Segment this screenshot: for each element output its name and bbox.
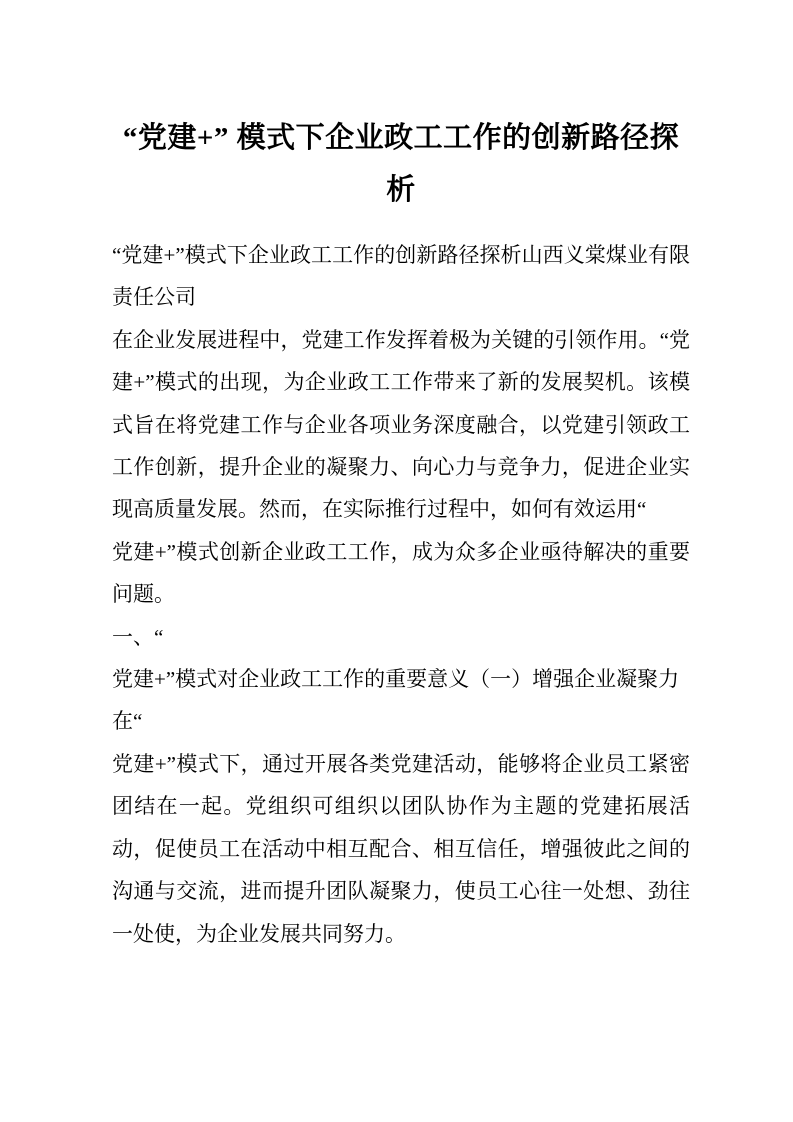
paragraph: 党建+”模式创新企业政工工作，成为众多企业亟待解决的重要问题。 [112, 539, 690, 607]
paragraph: 党建+”模式对企业政工工作的重要意义（一）增强企业凝聚力 [112, 667, 680, 692]
paragraph: “党建+”模式下企业政工工作的创新路径探析山西义棠煤业有限责任公司 [112, 243, 690, 310]
paragraph: 在企业发展进程中，党建工作发挥着极为关键的引领作用。“党建+”模式的出现，为企业政工工作带来了新的发展契机。该模式旨在将党建工作与企业各项业务深度融合，以党建引领政工工作创新，提升企业的凝聚力、向心力与竞争力，促进企业实现高质量发展。然而，在实际推行过程中，如何有效运用“ [112, 327, 690, 522]
document-body [112, 234, 690, 955]
document-title: “党建+” 模式下企业政工工作的创新路径探析 [122, 122, 680, 206]
paragraph: 一、“ [112, 624, 164, 649]
paragraph: 党建+”模式下，通过开展各类党建活动，能够将企业员工紧密团结在一起。党组织可组织以团队协作为主题的党建拓展活动，促使员工在活动中相互配合、相互信任，增强彼此之间的沟通与交流，进而提升团队凝聚力，使员工心往一处想、劲往一处使，为企业发展共同努力。 [112, 751, 690, 946]
paragraph: 在“ [112, 709, 143, 734]
document-content [112, 0, 690, 955]
